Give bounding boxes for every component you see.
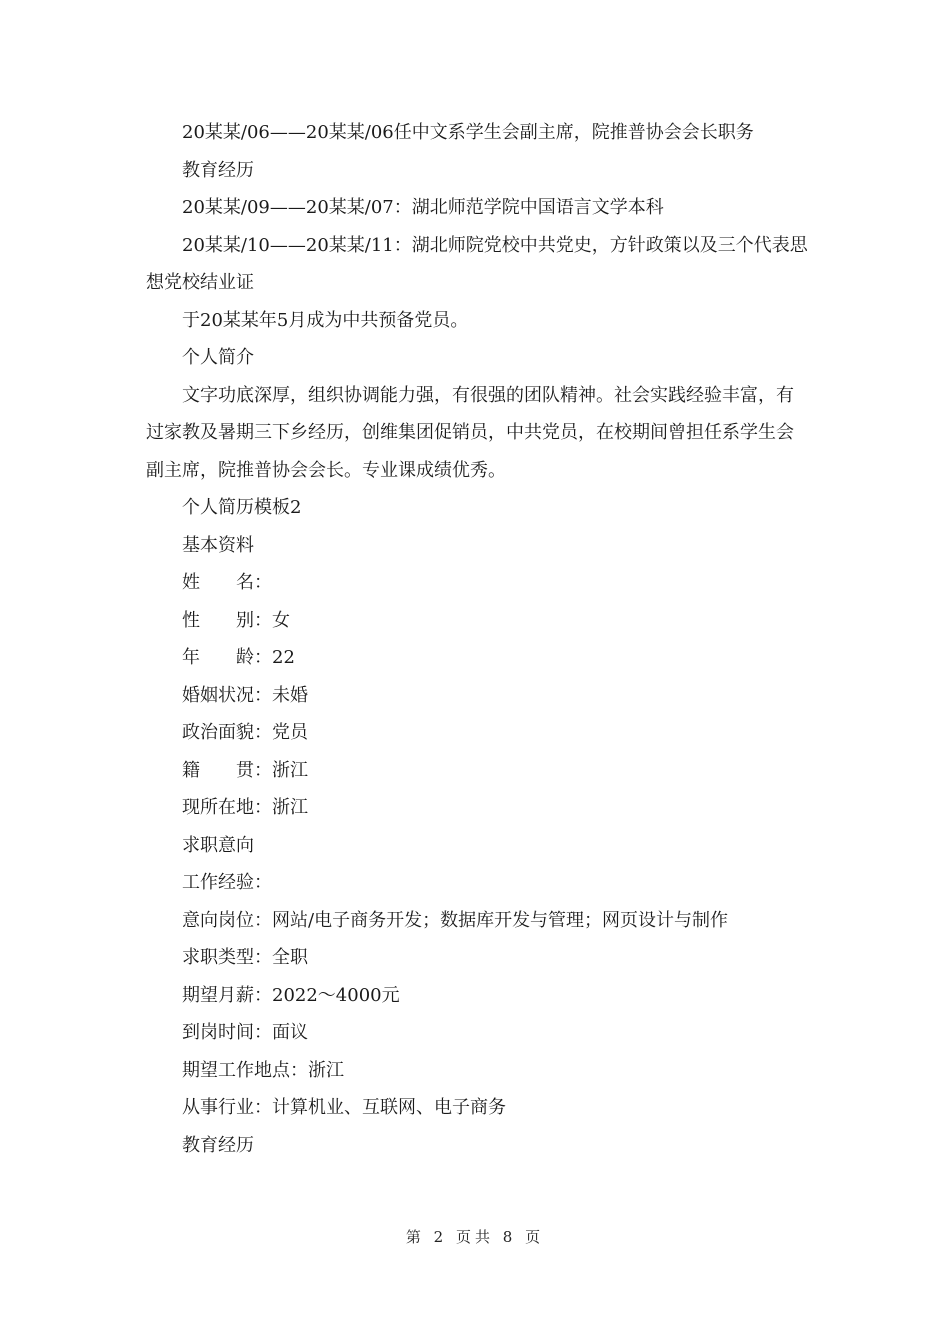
field-work-experience: 工作经验：: [182, 872, 272, 893]
field-start-time: 到岗时间：面议: [182, 1022, 308, 1043]
section-heading: 教育经历: [182, 159, 254, 181]
field-political-status: 政治面貌：党员: [182, 722, 308, 743]
field-age: 年 龄：22: [182, 647, 295, 668]
field-job-type: 求职类型：全职: [182, 947, 308, 968]
section-heading: 基本资料: [182, 534, 254, 556]
paragraph: 20某某/06——20某某/06任中文系学生会副主席，院推普协会会长职务: [182, 122, 754, 143]
page-footer: 第 2 页共 8 页: [405, 1228, 545, 1246]
section-heading: 个人简历模板2: [182, 497, 302, 518]
field-desired-position: 意向岗位：网站/电子商务开发；数据库开发与管理；网页设计与制作: [182, 909, 729, 931]
field-work-location: 期望工作地点：浙江: [182, 1059, 344, 1081]
field-expected-salary: 期望月薪：2022～4000元: [182, 984, 400, 1006]
paragraph: 文字功底深厚，组织协调能力强，有很强的团队精神。社会实践经验丰富，有过家教及暑期三下乡经历，创维集团促销员，中共党员，在校期间曾担任系学生会副主席，院推普协会会长。专业课成绩优秀。: [146, 384, 794, 481]
field-hometown: 籍 贯：浙江: [182, 759, 308, 781]
field-industry: 从事行业：计算机业、互联网、电子商务: [182, 1097, 506, 1118]
field-name: 姓 名：: [182, 572, 272, 593]
section-heading: 求职意向: [182, 834, 254, 856]
paragraph: 20某某/09——20某某/07：湖北师范学院中国语言文学本科: [182, 197, 664, 218]
field-current-location: 现所在地：浙江: [182, 797, 308, 818]
document-body: [146, 114, 810, 1164]
section-heading: 个人简介: [182, 347, 254, 368]
paragraph: 于20某某年5月成为中共预备党员。: [182, 309, 469, 331]
section-heading: 教育经历: [182, 1134, 254, 1156]
field-gender: 性 别：女: [182, 609, 290, 631]
paragraph: 20某某/10——20某某/11：湖北师院党校中共党史，方针政策以及三个代表思想党校结业证: [146, 234, 808, 293]
field-marital-status: 婚姻状况：未婚: [182, 684, 308, 706]
